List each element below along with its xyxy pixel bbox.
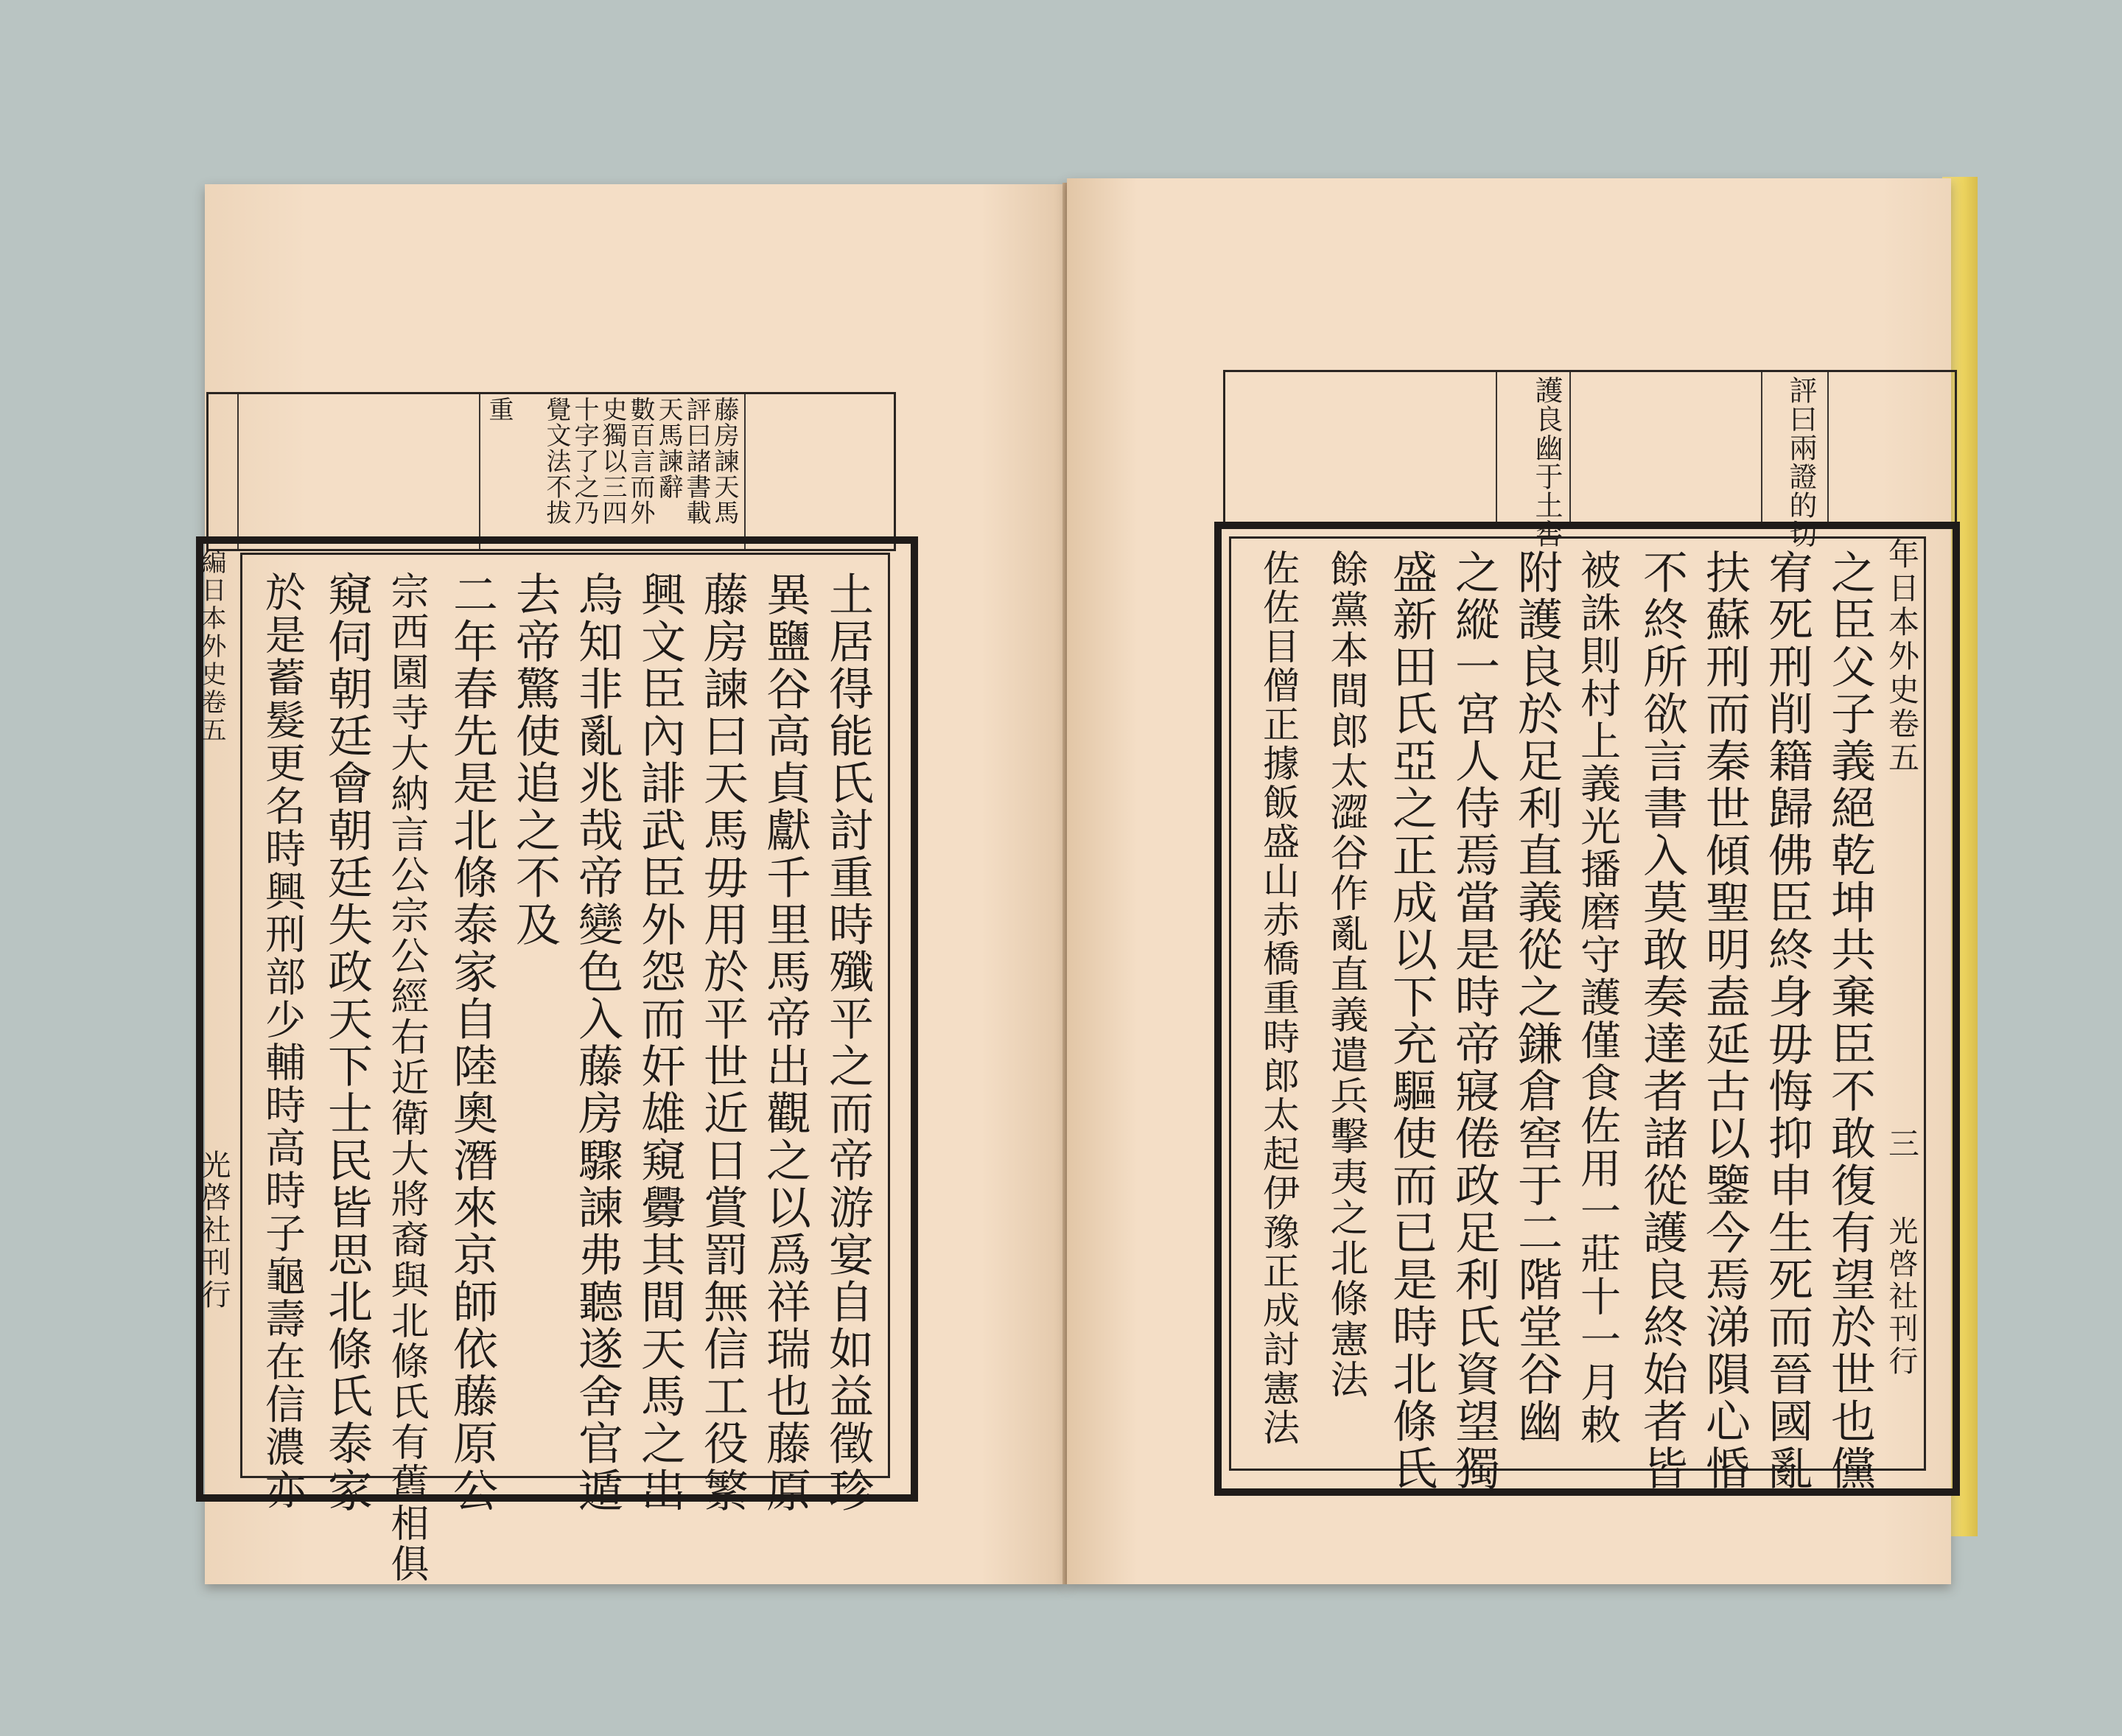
divider	[1761, 372, 1762, 527]
text-column: 不終所欲言書入莫敢奏達者諸從護良終始者皆	[1636, 549, 1688, 1492]
margin-col: 重	[484, 396, 514, 422]
text-column: 附護良於足利直義從之鎌倉窖于二階堂谷幽	[1510, 549, 1563, 1445]
text-column: 於是蓄髮更名時興刑部少輔時高時子龜壽在信濃亦	[259, 571, 306, 1511]
text-column: 宥死刑削籍歸佛臣終身毋悔抑申生死而晉國亂	[1761, 549, 1813, 1492]
margin-col: 評曰諸書載	[682, 396, 711, 525]
text-column: 宗西園寺大納言公宗公經右近衛大將裔與北條氏有舊相俱	[384, 571, 428, 1584]
right-margin-note: 護良幽于土窖	[1530, 376, 1563, 548]
right-fore-edge-page: 三	[1884, 1127, 1920, 1161]
text-column: 去帝驚使追之不及	[508, 571, 561, 948]
divider	[1827, 372, 1829, 527]
text-column: 佐佐目僧正據飯盛山赤橋重時郎太起伊豫正成討憲法	[1257, 549, 1300, 1447]
text-column: 盛新田氏亞之正成以下充驅使而已是時北條氏	[1385, 549, 1438, 1492]
margin-col: 十字了之乃	[570, 396, 599, 525]
divider	[237, 394, 239, 549]
text-column: 烏知非亂兆哉帝變色入藤房驟諫弗聽遂舍官遁	[571, 571, 623, 1514]
text-column: 之縱一宮人侍焉當是時帝寢倦政足利氏資望獨	[1448, 549, 1500, 1492]
left-fore-edge: 編日本外史卷五	[197, 549, 226, 745]
margin-col: 數百言而外	[626, 396, 655, 525]
divider	[1496, 372, 1497, 527]
margin-col: 史獨以三四	[598, 396, 627, 525]
margin-col: 天馬諫辭	[654, 396, 683, 500]
text-column: 餘黨本間郎太澀谷作亂直義遣兵擊夷之北條憲法	[1323, 549, 1368, 1400]
text-column: 窺伺朝廷會朝廷失政天下士民皆思北條氏泰家	[321, 571, 373, 1514]
right-upper-frame	[1223, 370, 1957, 529]
divider	[744, 394, 746, 549]
margin-col: 藤房諫天馬	[710, 396, 739, 525]
divider	[1569, 372, 1571, 527]
text-column: 扶蘇刑而秦世傾聖明盍延古以鑒今焉涕隕心惛	[1698, 549, 1751, 1492]
text-column: 藤房諫曰天馬毋用於平世近日賞罰無信工役繁	[696, 571, 749, 1514]
right-fore-edge: 年日本外史卷五	[1884, 538, 1920, 775]
margin-col: 覺文法不拔	[542, 396, 571, 525]
divider	[479, 394, 480, 549]
text-column: 異鹽谷高貞獻千里馬帝出觀之以爲祥瑞也藤原	[759, 571, 811, 1514]
text-column: 二年春先是北條泰家自陸奧潛來京師依藤原公	[446, 571, 498, 1514]
text-column: 興文臣內誹武臣外怨而奸雄窺釁其間天馬之出	[634, 571, 686, 1514]
text-column: 被誅則村上義光播磨守護僅食佐用一莊十一月敕	[1574, 549, 1621, 1446]
right-fore-edge-bottom: 光啓社刊行	[1884, 1216, 1918, 1378]
right-margin-note: 評曰兩證的切	[1785, 376, 1817, 548]
text-column: 土居得能氏討重時殲平之而帝游宴自如益徵珍	[822, 571, 874, 1514]
text-column: 之臣父子義絕乾坤共棄臣不敢復有望於世也儻	[1824, 549, 1876, 1492]
left-fore-edge-bottom: 光啓社刊行	[197, 1149, 231, 1312]
